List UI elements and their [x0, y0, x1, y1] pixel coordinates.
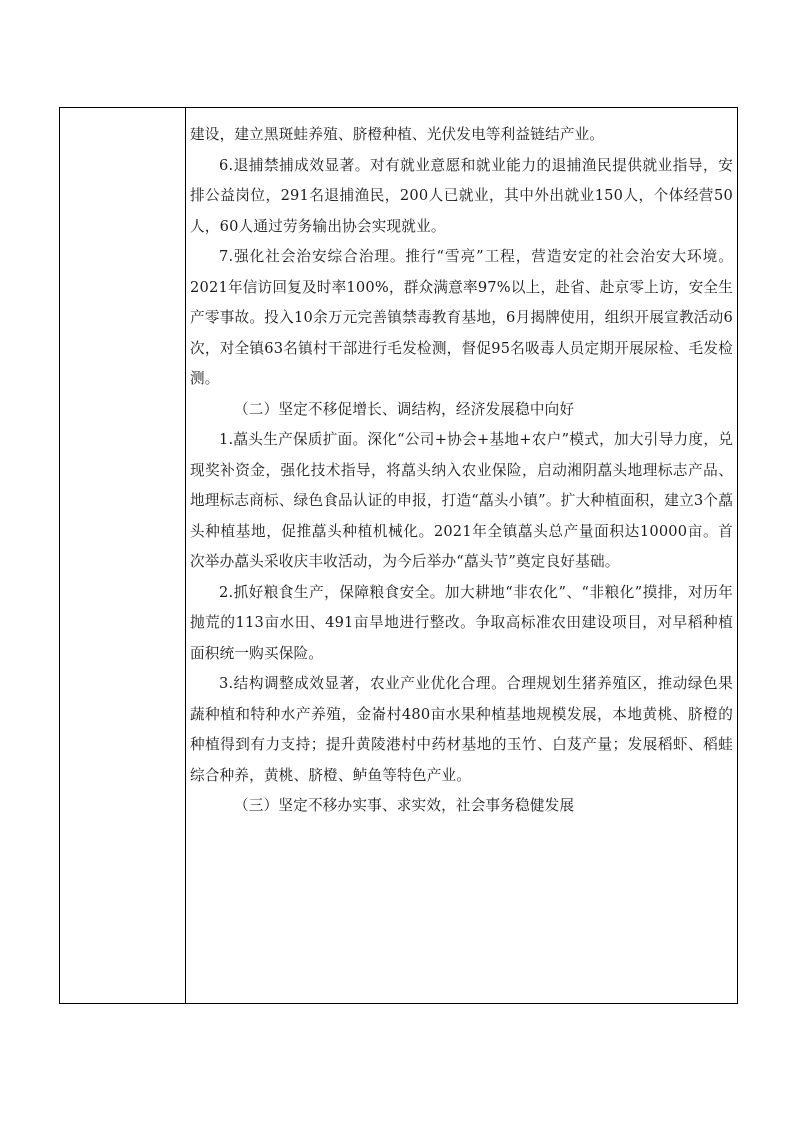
content-cell [186, 108, 737, 1003]
paragraph-grain-production: 2.抓好粮食生产，保障粮食安全。加大耕地“非农化”、“非粮化”摸排，对历年抛荒的113亩水田、491亩旱地进行整改。争取高标准农田建设项目，对早稻种植面积统一购买保险。 [190, 583, 733, 662]
paragraph-continuation: 建设，建立黑斑蛙养殖、脐橙种植、光伏发电等利益链结产业。 [190, 126, 605, 143]
paragraph-fishermen-employment: 6.退捕禁捕成效显著。对有就业意愿和就业能力的退捕渔民提供就业指导，安排公益岗位，291名退捕渔民，200人已就业，其中外出就业150人，个体经营50人，60人通过劳务输出协会实现就业。 [190, 156, 733, 235]
section-heading-economy: （二）坚定不移促增长、调结构，经济发展稳中向好 [234, 400, 575, 418]
paragraph-shallot-production: 1.藠头生产保质扩面。深化“公司+协会+基地+农户”模式，加大引导力度，兑现奖补资金，强化技术指导，将藠头纳入农业保险，启动湘阴藠头地理标志产品、地理标志商标、绿色食品认证的申报，打造“藠头小镇”。扩大种植面积，建立3个藠头种植基地，促推藠头种植机械化。2021年全镇藠头总产量面积达10000亩。首次举办藠头采收庆丰收活动，为今后举办“藠头节”奠定良好基础。 [190, 431, 733, 570]
paragraph-public-security: 7.强化社会治安综合治理。推行“雪亮”工程，营造安定的社会治安大环境。2021年信访回复及时率100%，群众满意率97%以上，赴省、赴京零上访，安全生产零事故。投入10余万元完善镇禁毒教育基地，6月揭牌使用，组织开展宣教活动6次，对全镇63名镇村干部进行毛发检测，督促95名吸毒人员定期开展尿检、毛发检测。 [190, 248, 733, 387]
label-column [60, 108, 186, 1003]
report-table [59, 107, 738, 1004]
paragraph-structure-adjustment: 3.结构调整成效显著，农业产业优化合理。合理规划生猪养殖区，推动绿色果蔬种植和特种水产养殖，金崙村480亩水果种植基地规模发展，本地黄桃、脐橙的种植得到有力支持；提升黄陵港村中药材基地的玉竹、白芨产量；发展稻虾、稻蛙综合种养，黄桃、脐橙、鲈鱼等特色产业。 [190, 675, 733, 784]
section-heading-social-affairs: （三）坚定不移办实事、求实效，社会事务稳健发展 [234, 797, 575, 814]
